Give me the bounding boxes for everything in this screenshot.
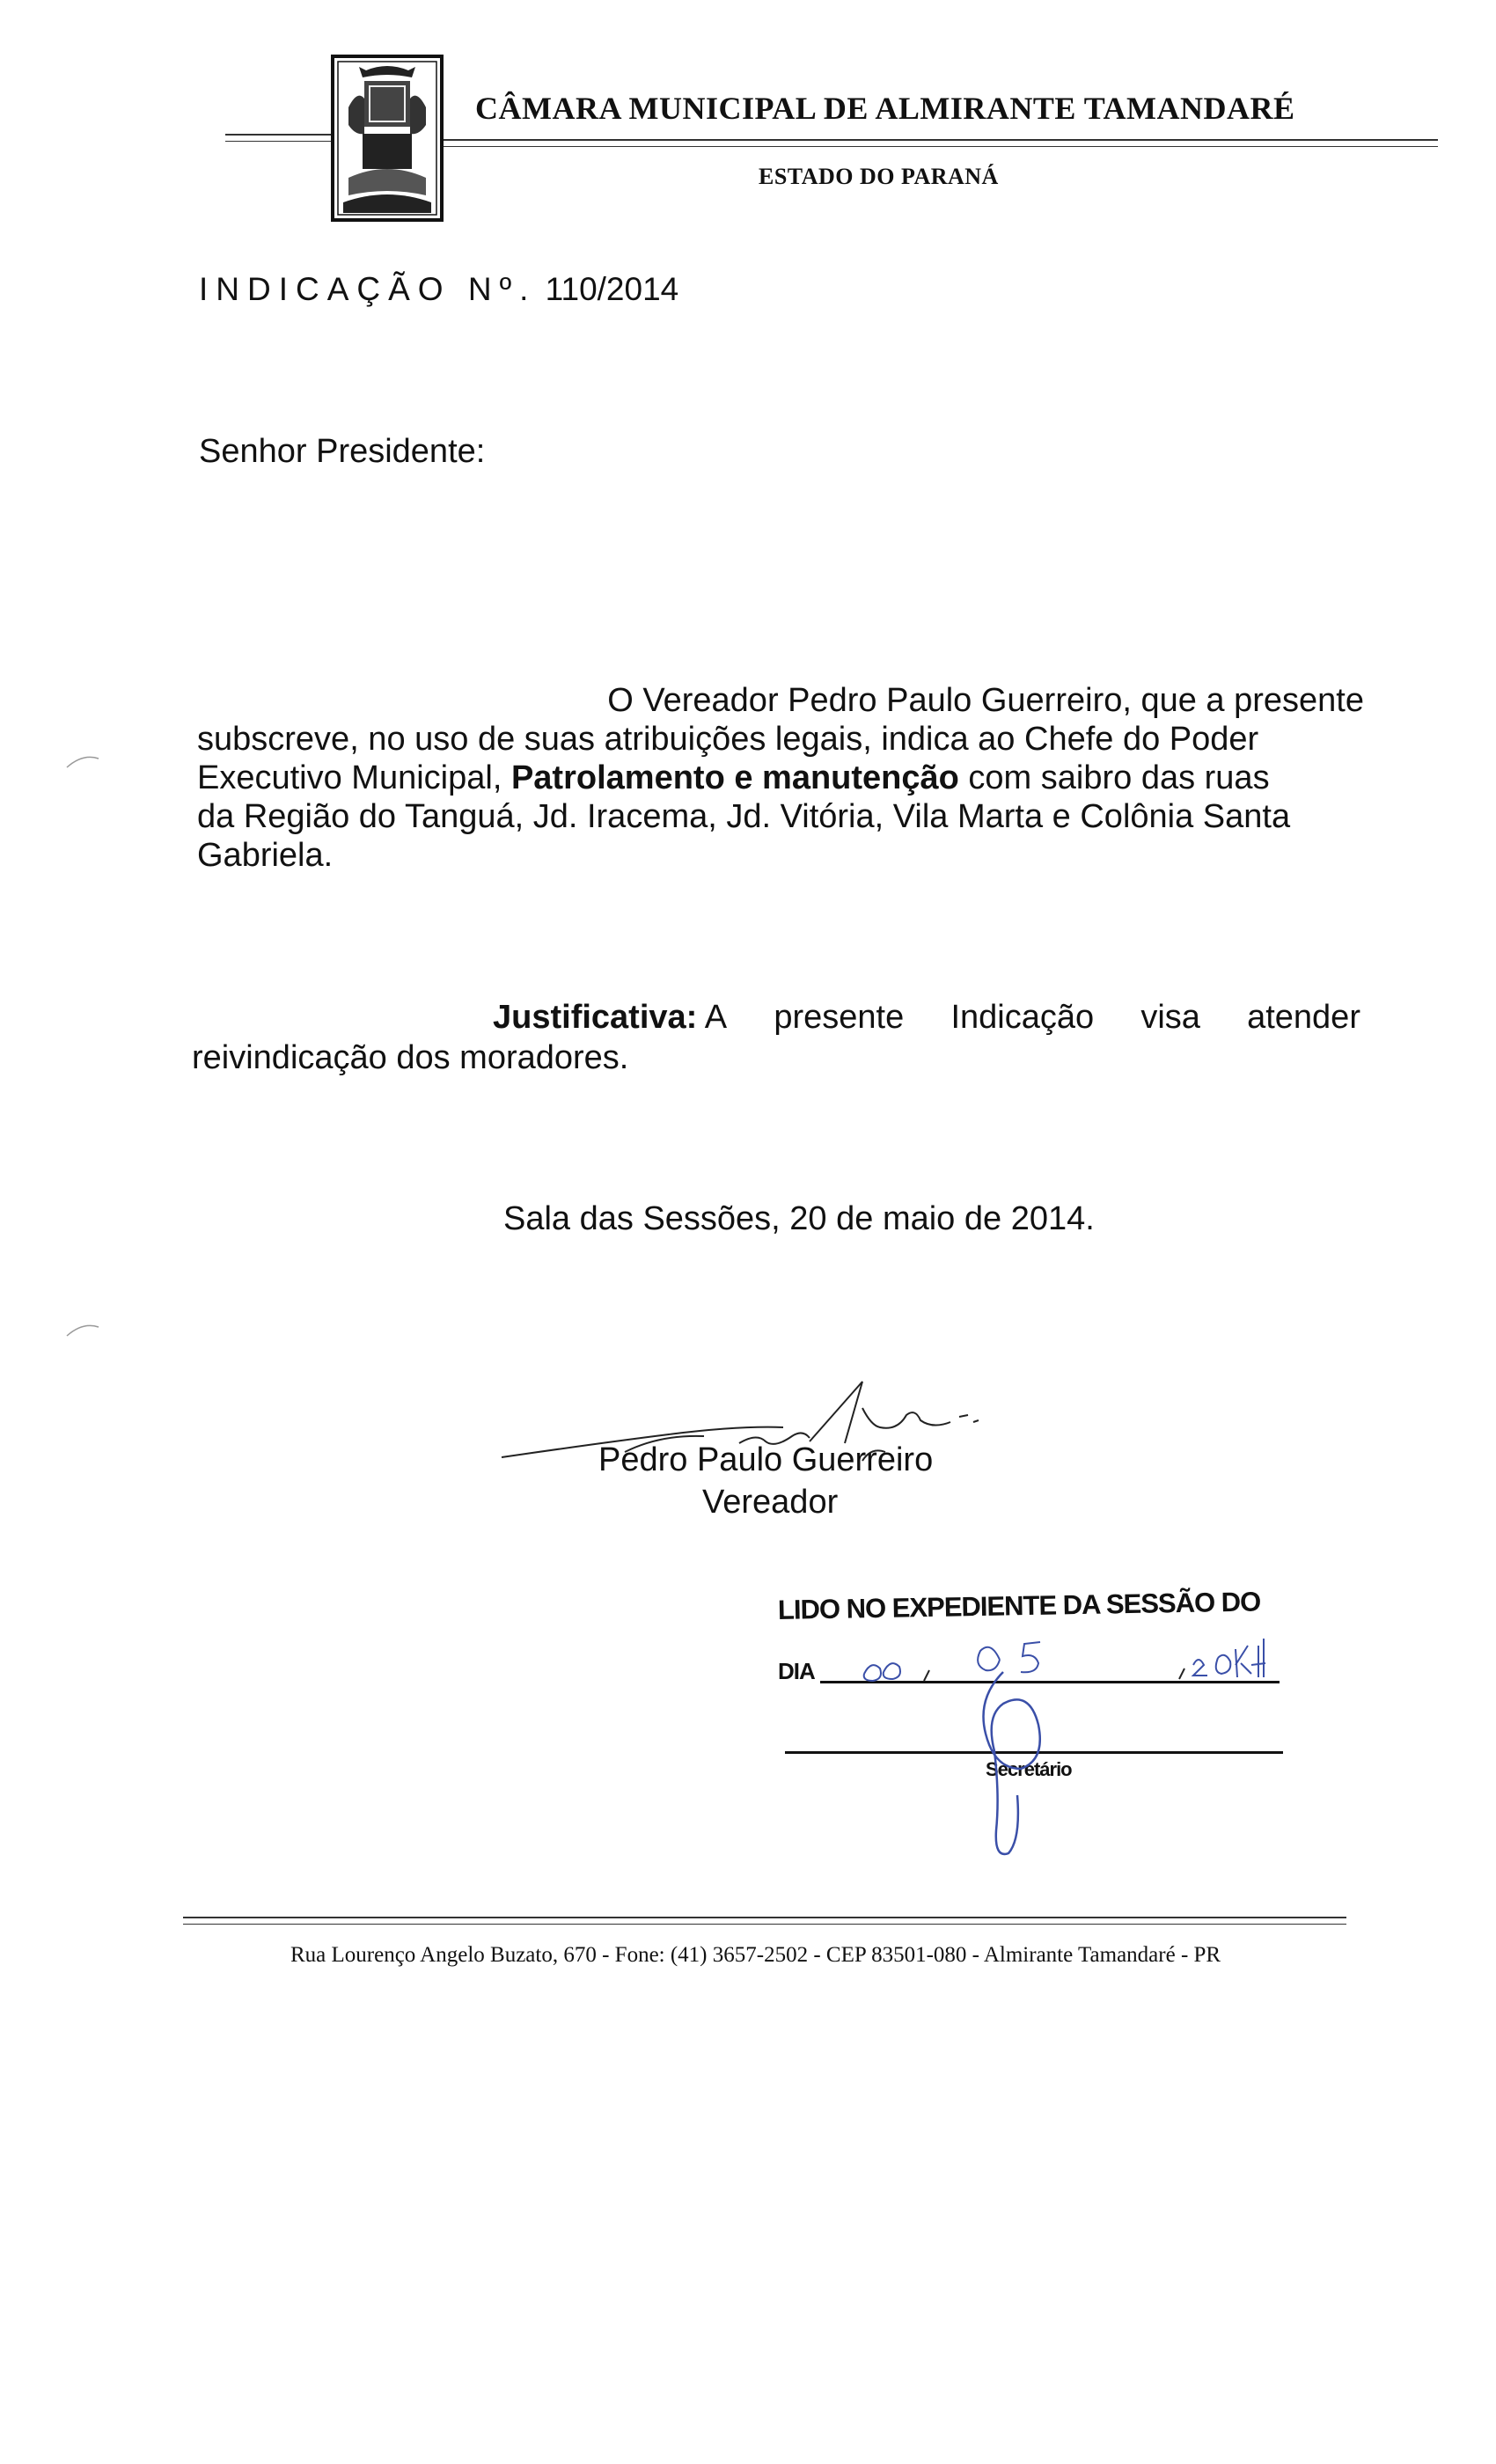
document-number (199, 271, 678, 308)
justification-word: atender (1247, 999, 1360, 1036)
body-emphasis: Patrolamento e manutenção (510, 759, 959, 796)
footer-rule (183, 1917, 1346, 1918)
body-text: com saibro das ruas (968, 759, 1270, 796)
body-line: subscreve, no uso de suas atribuições legais, indica ao Chefe do Poder (197, 721, 1259, 758)
justification-label: Justificativa: (493, 999, 698, 1036)
footer-address: Rua Lourenço Angelo Buzato, 670 - Fone: (41) 3657-2502 - CEP 83501-080 - Almirante Tamandaré - PR (290, 1943, 1221, 1967)
justification-word: presente (774, 999, 905, 1036)
justification-line: reivindicação dos moradores. (192, 1039, 629, 1076)
body-text: Executivo Municipal, (197, 759, 502, 796)
header-rule-right-2 (444, 146, 1438, 147)
footer-rule-2 (183, 1924, 1346, 1925)
body-line (197, 759, 1270, 798)
justification-lead (493, 998, 727, 1038)
handwritten-date (845, 1619, 1302, 1866)
closing-place-date: Sala das Sessões, 20 de maio de 2014. (503, 1200, 1095, 1237)
stamp-title: LIDO NO EXPEDIENTE DA SESSÃO DO (777, 1586, 1261, 1625)
body-line: O Vereador Pedro Paulo Guerreiro, que a presente (607, 682, 1364, 719)
signer-name: Pedro Paulo Guerreiro (598, 1441, 934, 1478)
organization-name: CÂMARA MUNICIPAL DE ALMIRANTE TAMANDARÉ (475, 91, 1295, 126)
scan-margin-mark (65, 752, 100, 769)
signer-role: Vereador (702, 1484, 839, 1521)
body-line: Gabriela. (197, 837, 334, 874)
header-rule-left (225, 134, 331, 136)
header-rule-left-2 (225, 141, 331, 142)
justification-word: A (704, 999, 728, 1036)
body-line: da Região do Tanguá, Jd. Iracema, Jd. Vitória, Vila Marta e Colônia Santa (197, 798, 1291, 835)
document-number-label: INDICAÇÃO Nº. (199, 271, 537, 307)
organization-state: ESTADO DO PARANÁ (759, 164, 999, 189)
justification-word: visa (1140, 999, 1200, 1036)
justification-line (493, 998, 1360, 1038)
header-rule-right (444, 139, 1438, 141)
document-number-value: 110/2014 (545, 271, 679, 307)
coat-of-arms-icon (331, 55, 444, 222)
stamp-role: Secretário (986, 1758, 1072, 1780)
stamp-day-label: DIA (778, 1658, 815, 1684)
scan-margin-mark (65, 1320, 100, 1338)
justification-word: Indicação (950, 999, 1095, 1036)
salutation: Senhor Presidente: (199, 433, 486, 470)
